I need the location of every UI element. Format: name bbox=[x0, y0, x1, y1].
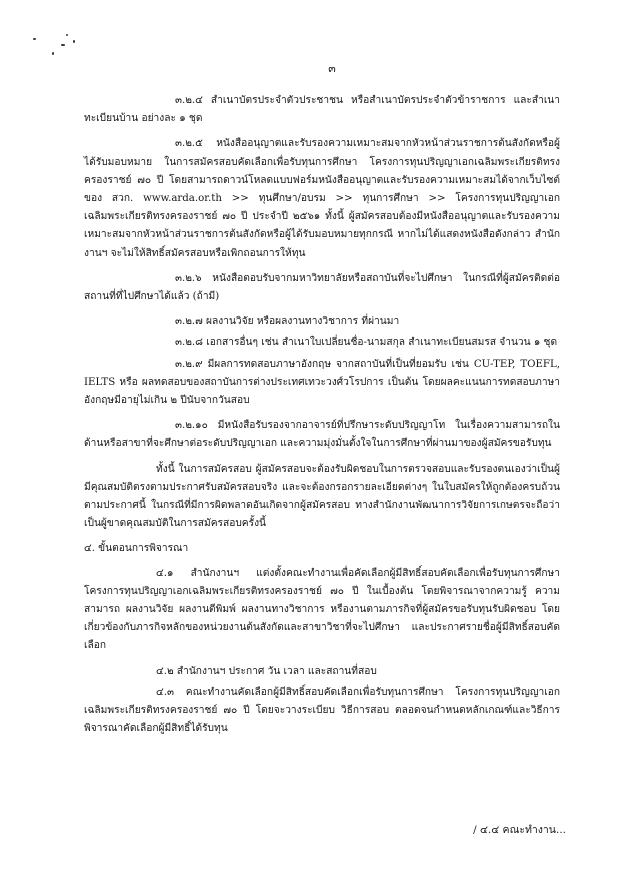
section-4-heading: ๔. ขั้นตอนการพิจารณา bbox=[84, 543, 189, 555]
paragraph-3-2-8: ๓.๒.๘ เอกสารอื่นๆ เช่น สำเนาใบเปลี่ยนชื่อ-นามสกุล สำเนาทะเบียนสมรส จำนวน ๑ ชุด bbox=[175, 337, 558, 349]
page-number: ๓ bbox=[328, 62, 336, 75]
document-body bbox=[84, 92, 560, 746]
paragraph-3-2-6: ๓.๒.๖ หนังสือตอบรับจากมหาวิทยาลัยหรือสถาบันที่จะไปศึกษา ในกรณีที่ผู้สมัครติดต่อสถานที่ที่ไปศึกษาได้แล้ว (ถ้ามี) bbox=[84, 272, 560, 303]
paragraph-disclaimer: ทั้งนี้ ในการสมัครสอบ ผู้สมัครสอบจะต้องรับผิดชอบในการตรวจสอบและรับรองตนเองว่าเป็นผู้มีคุณสมบัติตรงตามประกาศรับสมัครสอบจริง และจะต้องกรอกรายละเอียดต่างๆ ในใบสมัครให้ถูกต้องครบถ้วนตามประกาศนี้ ในกรณีที่มีการผิดพลาดอันเกิดจากผู้สมัครสอบ ทางสำนักงานพัฒนาการวิจัยการเกษตรจะถือว่าเป็นผู้ขาดคุณสมบัติในการสมัครสอบครั้งนี้ bbox=[84, 463, 560, 530]
scan-artifact bbox=[61, 44, 65, 46]
paragraph-3-2-4: ๓.๒.๔ สำเนาบัตรประจำตัวประชาชน หรือสำเนาบัตรประจำตัวข้าราชการ และสำเนาทะเบียนบ้าน อย่างละ ๑ ชุด bbox=[84, 95, 560, 125]
paragraph-3-2-5: ๓.๒.๕ หนังสืออนุญาตและรับรองความเหมาะสมจากหัวหน้าส่วนราชการต้นสังกัดหรือผู้ได้รับมอบหมาย ในการสมัครสอบคัดเลือกเพื่อรับทุนการศึกษา โครงการทุนปริญญาเอกเฉลิมพระเกียรติทรงครองราชย์ ๗๐ ปี โดยสามารถดาวน์โหลดแบบฟอร์มหนังสืออนุญาตและรับรองความเหมาะสมได้จากเว็บไซต์ของ สวก. www.arda.or.th >> ทุนศึกษา/อบรม >> ทุนการศึกษา >> โครงการทุนปริญญาเอกเฉลิมพระเกียรติทรงครองราชย์ ๗๐ ปี ประจำปี ๒๕๖๑ ทั้งนี้ ผู้สมัครสอบต้องมีหนังสืออนุญาตและรับรองความเหมาะสมจากหัวหน้าส่วนราชการต้นสังกัดหรือผู้ได้รับมอบหมายทุกกรณี หากไม่ได้แสดงหนังสือดังกล่าว สำนักงานฯ จะไม่ให้สิทธิ์สมัครสอบหรือเพิกถอนการให้ทุน bbox=[84, 138, 560, 259]
continuation-marker: / ๔.๔ คณะทำงาน... bbox=[473, 824, 566, 836]
scan-artifact bbox=[52, 52, 54, 55]
paragraph-4-1: ๔.๑ สำนักงานฯ แต่งตั้งคณะทำงานเพื่อคัดเลือกผู้มีสิทธิ์สอบคัดเลือกเพื่อรับทุนการศึกษา โครงการทุนปริญญาเอกเฉลิมพระเกียรติทรงครองราชย์ ๗๐ ปี ในเบื้องต้น โดยพิจารณาจากความรู้ ความสามารถ ผลงานวิจัย ผลงานตีพิมพ์ ผลงานทางวิชาการ หรืองานตามภารกิจที่ผู้สมัครขอรับทุนรับผิดชอบ โดยเกี่ยวข้องกับภารกิจหลักของหน่วยงานต้นสังกัดและสาขาวิชาที่จะไปศึกษา และประกาศรายชื่อผู้มีสิทธิ์สอบคัดเลือก bbox=[84, 567, 560, 652]
paragraph-4-3: ๔.๓ คณะทำงานคัดเลือกผู้มีสิทธิ์สอบคัดเลือกเพื่อรับทุนการศึกษา โครงการทุนปริญญาเอกเฉลิมพระเกียรติทรงครองราชย์ ๗๐ ปี โดยจะวางระเบียบ วิธีการสอบ ตลอดจนกำหนดหลักเกณฑ์และวิธีการพิจารณาคัดเลือกผู้มีสิทธิ์ได้รับทุน bbox=[84, 686, 560, 735]
paragraph-4-2: ๔.๒ สำนักงานฯ ประกาศ วัน เวลา และสถานที่สอบ bbox=[156, 665, 377, 677]
paragraph-3-2-9: ๓.๒.๙ มีผลการทดสอบภาษาอังกฤษ จากสถาบันที่เป็นที่ยอมรับ เช่น CU-TEP, TOEFL, IELTS หรือ ผลทดสอบของสถาบันการต่างประเทศเทวะวงศ์วโรปการ เป็นต้น โดยผลคะแนนการทดสอบภาษาอังกฤษมีอายุไม่เกิน ๒ ปีนับจากวันสอบ bbox=[84, 358, 560, 407]
paragraph-3-2-10: ๓.๒.๑๐ มีหนังสือรับรองจากอาจารย์ที่ปรึกษาระดับปริญญาโท ในเรื่องความสามารถในด้านหรือสาขาที่จะศึกษาต่อระดับปริญญาเอก และความมุ่งมั่นตั้งใจในการศึกษาที่ผ่านมาของผู้สมัครขอรับทุน bbox=[84, 420, 560, 450]
scan-artifact bbox=[66, 34, 68, 36]
scan-artifact bbox=[73, 40, 75, 43]
scan-artifact bbox=[33, 38, 36, 40]
paragraph-3-2-7: ๓.๒.๗ ผลงานวิจัย หรือผลงานทางวิชาการ ที่ผ่านมา bbox=[175, 316, 400, 328]
